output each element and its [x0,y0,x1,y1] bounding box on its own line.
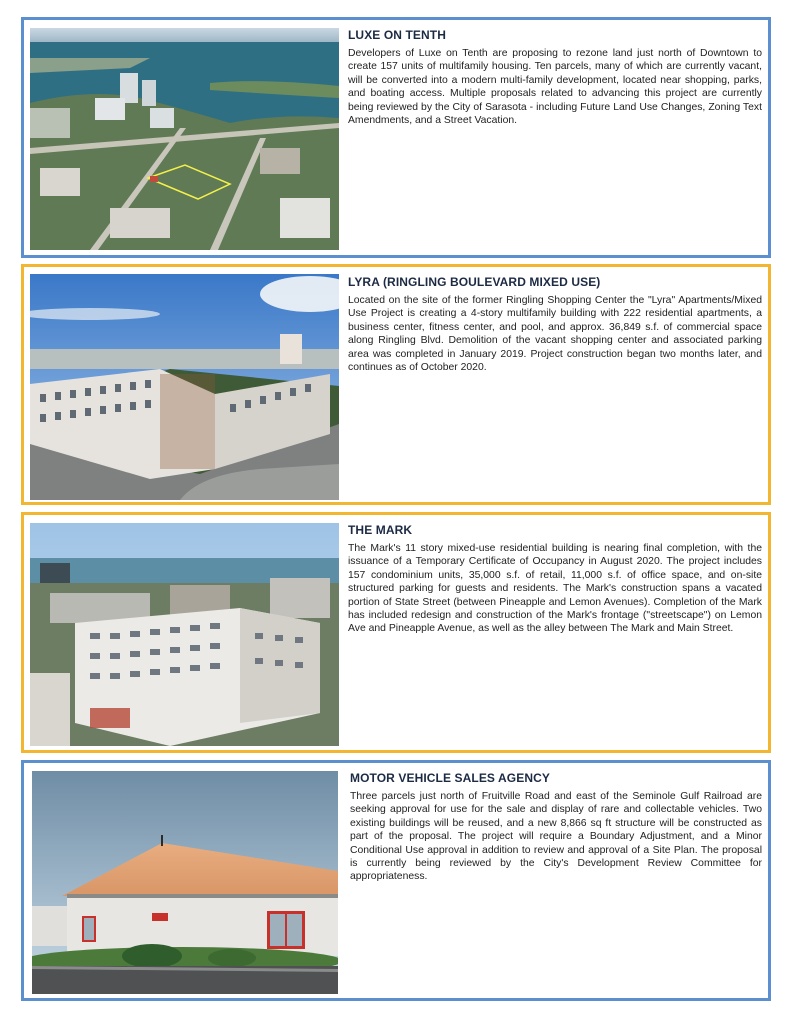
the-mark-text-block [348,523,762,636]
motor-vehicle-text-block [350,771,762,884]
project-description: Three parcels just north of Fruitville Road and east of the Seminole Gulf Railroad are seeking approval for use for the sale and display of rare and collectable vehicles. Two existing buildings will be reused, and a new 8,866 sq ft structure will be constructed as part of the proposal. The project will require a Boundary Adjustment, and a Minor Conditional Use approval in addition to review and approval of a Site Plan. The proposal is currently being reviewed by the City's Development Review Committee for appropriateness. [350,791,762,883]
project-card-lyra [21,264,771,505]
project-card-the-mark [21,512,771,753]
luxe-aerial-photo [30,28,339,250]
lyra-text-block [348,275,762,374]
lyra-building-photo [30,274,339,500]
project-title: MOTOR VEHICLE SALES AGENCY [350,771,550,785]
project-description: Developers of Luxe on Tenth are proposing to rezone land just north of Downtown to create 157 units of multifamily housing. Ten parcels, many of which are currently vacant, will be converted into a modern multi-family development, located near shopping, parks, and boating access. Multiple proposals related to advancing this project are currently being reviewed by the City of Sarasota - including Future Land Use Changes, Zoning Text Amendments, and a Street Vacation. [348,48,762,127]
project-title: LYRA (RINGLING BOULEVARD MIXED USE) [348,275,601,289]
project-description: The Mark's 11 story mixed-use residential building is nearing final completion, with the issuance of a Temporary Certificate of Occupancy in August 2020. The project includes 157 condominium units, 35,000 s.f. of retail, 11,000 s.f. of office space, and on-site structured parking for guests and residents. The Mark's construction spans a vacated portion of State Street (between Pineapple and Lemon Avenues). Completion of the Mark has included redesign and construction of the Mark's frontage ("streetscape") on Lemon Ave and Pineapple Avenue, as well as the alley between The Mark and Main Street. [348,543,762,635]
project-title: THE MARK [348,523,413,537]
project-title: LUXE ON TENTH [348,28,446,42]
project-card-luxe [21,17,771,258]
project-card-motor-vehicle [21,760,771,1001]
motor-vehicle-rendering [32,771,338,994]
luxe-text-block [348,28,762,127]
project-description: Located on the site of the former Ringling Shopping Center the "Lyra" Apartments/Mixed Use Project is creating a 4-story multifamily building with 222 residential apartments, a business center, fitness center, and pool, and approx. 36,849 s.f. of commercial space along Ringling Blvd. Demolition of the vacant shopping center and associated parking area was completed in January 2019. Project construction began two months later, and continues as of October 2020. [348,295,762,374]
the-mark-tower-photo [30,523,339,746]
